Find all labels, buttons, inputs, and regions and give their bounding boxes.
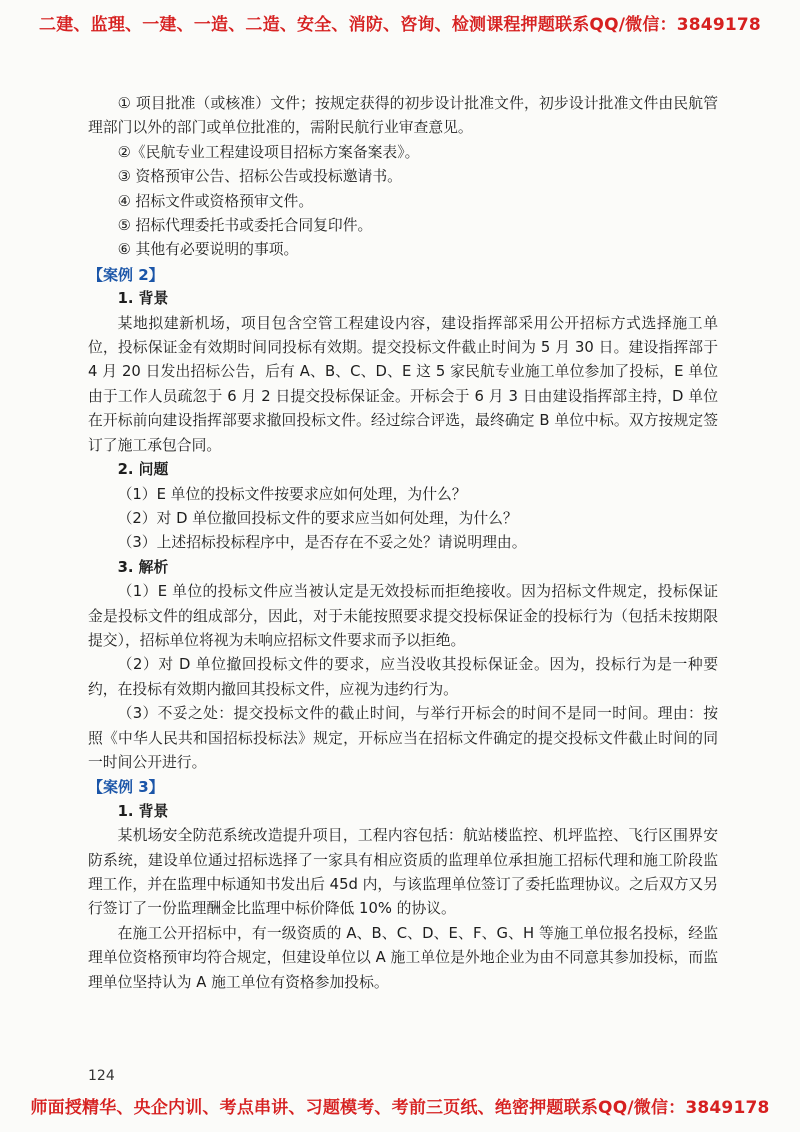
case-2-answer-3: （3）不妥之处：提交投标文件的截止时间，与举行开标会的时间不是同一时间。理由：按照《中华人民共和国招标投标法》规定，开标应当在招标文件确定的提交投标文件截止时间的同一时间公开进行。	[88, 705, 718, 771]
case-3-background-heading: 1. 背景	[117, 802, 169, 820]
case-2-answer-1: （1）E 单位的投标文件应当被认定是无效投标而拒绝接收。因为招标文件规定，投标保证金是投标文件的组成部分，因此，对于未能按照要求提交投标保证金的投标行为（包括未按期限提交），招标单位将视为未响应招标文件要求而予以拒绝。	[88, 583, 718, 649]
case-2-title: 【案例 2】	[88, 265, 164, 284]
header-banner: 二建、监理、一建、一造、二造、安全、消防、咨询、检测课程押题联系QQ/微信：3849178	[39, 15, 761, 35]
intro-item-5: ⑤ 招标代理委托书或委托合同复印件。	[117, 217, 373, 235]
case-2-analysis-heading: 3. 解析	[117, 558, 169, 576]
case-3-title: 【案例 3】	[88, 778, 164, 797]
intro-item-2: ②《民航专业工程建设项目招标方案备案表》。	[117, 143, 420, 161]
case-2-answer-2: （2）对 D 单位撤回投标文件的要求，应当没收其投标保证金。因为，投标行为是一种要约，在投标有效期内撤回其投标文件，应视为违约行为。	[88, 656, 718, 698]
page-number: 124	[88, 1068, 115, 1084]
intro-item-1: ① 项目批准（或核准）文件；按规定获得的初步设计批准文件，初步设计批准文件由民航管理部门以外的部门或单位批准的，需附民航行业审查意见。	[88, 95, 718, 137]
case-3-paragraph-2: 在施工公开招标中，有一级资质的 A、B、C、D、E、F、G、H 等施工单位报名投标，经监理单位资格预审均符合规定，但建设单位以 A 施工单位是外地企业为由不同意其参加投标，而监理单位坚持认为 A 施工单位有资格参加投标。	[88, 924, 718, 991]
case-2-questions-heading: 2. 问题	[117, 461, 169, 479]
page-body	[88, 92, 718, 995]
footer-banner: 师面授精华、央企内训、考点串讲、习题模考、考前三页纸、绝密押题联系QQ/微信：3849178	[30, 1098, 770, 1118]
case-2-question-1: （1）E 单位的投标文件按要求应如何处理，为什么？	[117, 485, 467, 503]
intro-item-4: ④ 招标文件或资格预审文件。	[117, 192, 314, 210]
case-2-question-3: （3）上述招标投标程序中，是否存在不妥之处？请说明理由。	[117, 534, 527, 552]
case-2-question-2: （2）对 D 单位撤回投标文件的要求应当如何处理，为什么？	[117, 509, 518, 527]
intro-item-6: ⑥ 其他有必要说明的事项。	[117, 241, 299, 259]
intro-item-3: ③ 资格预审公告、招标公告或投标邀请书。	[117, 168, 402, 186]
case-2-background-text: 某地拟建新机场，项目包含空管工程建设内容，建设指挥部采用公开招标方式选择施工单位，投标保证金有效期时间同投标有效期。提交投标文件截止时间为 5 月 30 日。建设指挥部于 4 月 20 日发出招标公告，后有 A、B、C、D、E 这 5 家民航专业施工单位参加了投标，E 单位由于工作人员疏忽于 6 月 2 日提交投标保证金。开标会于 6 月 3 日由建设指挥部主持，D 单位在开标前向建设指挥部要求撤回投标文件。经过综合评选，最终确定 B 单位中标。双方按规定签订了施工承包合同。	[88, 314, 718, 454]
case-2-background-heading: 1. 背景	[117, 290, 169, 308]
case-3-paragraph-1: 某机场安全防范系统改造提升项目，工程内容包括：航站楼监控、机坪监控、飞行区围界安防系统，建设单位通过招标选择了一家具有相应资质的监理单位承担施工招标代理和施工阶段监理工作，并在监理中标通知书发出后 45d 内，与该监理单位签订了委托监理协议。之后双方又另行签订了一份监理酬金比监理中标价降低 10% 的协议。	[88, 827, 718, 918]
